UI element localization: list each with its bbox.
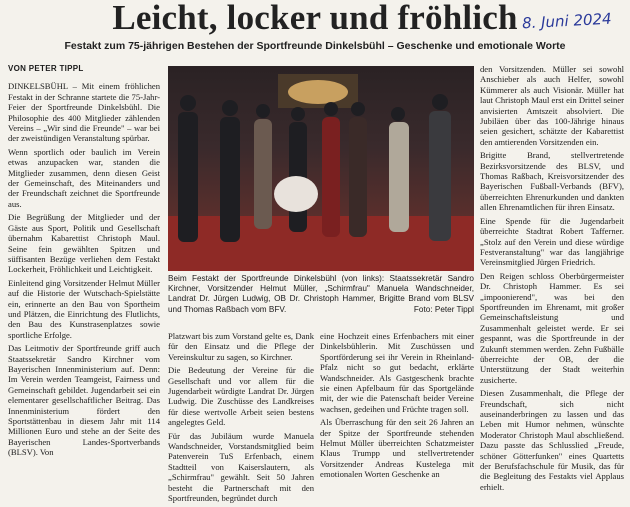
paragraph: Eine Spende für die Jugendarbeit überreichte Stadtrat Robert Tafferner. „Stolz auf den Verein und diese würdige Festveranstaltung" war das langjährige Vereinsmitglied Jürgen Friedrich.: [480, 215, 624, 268]
paragraph: Den Reigen schloss Oberbürgermeister Dr. Christoph Hammer. Es sei „impoonierend", was bei den Sportfreunden im Ehrenamt, mit großer Gemeinschaftsleistung und Zusammenhalt geleistet werde. Er sei gespannt, was die Sportfreunde in der Zukunft stemmen werden. Zehn Fußbälle überreichte der OB, der die Unterstützung der Stadt weiterhin zusicherte.: [480, 270, 624, 385]
column-left: [8, 64, 160, 461]
paragraph: Wenn sportlich oder baulich im Verein etwas anzupacken war, standen die Mitglieder zusammen, denn diesen Geist der Gemeinschaft, des Miteinanders und der Freundschaft zeichnet die Sportfreunde aus.: [8, 146, 160, 209]
gift-bouquet: [274, 176, 318, 212]
paragraph: Das Leitmotiv der Sportfreunde griff auch Staatssekretär Sandro Kirchner vom Bayerischen Innenministerium auf. Denn: Im Verein werden Teamgeist, Fairness und Gemeinschaft gebildet. Jugendarbeit sei ein elementarer gesellschaftlicher Beitrag. Das Innenministerium fördert den Sportstättenbau in diesem Jahr mit 114 Millionen Euro und stehe an der Seite des Bayerischen Landes-Sportverbands (BLSV). Von: [8, 343, 160, 458]
byline: VON PETER TIPPL: [8, 64, 84, 73]
paragraph: Für das Jubiläum wurde Manuela Wandschneider, Vorstandsmitglied beim Patenverein TuS Erfenbach, einem Stadtteil von Kaiserslautern, als „Schirmfrau" gewählt. Seit 50 Jahren besteht die Partnerschaft mit den Sportfreunden, begründet durch: [168, 430, 314, 504]
photo-caption: [168, 274, 474, 315]
paragraph: Einleitend ging Vorsitzender Helmut Müller auf die Historie der Wutschach-Spielstätte ein, erinnerte an den Bau von Sportheim und Plätzen, die Einrichtung des Flutlichts, den Bau des Kunstrasenplatzes sowie sportliche Erfolge.: [8, 277, 160, 340]
paragraph: DINKELSBÜHL – Mit einem fröhlichen Festakt in der Schranne startete die 75-Jahr-Feier der Sportfreunde Dinkelsbühl. Die Philosophie des 400 Mitglieder zählenden Vereins – „Wir sind die Freunde" – war bei der zweistündigen Veranstaltung spürbar.: [8, 81, 160, 144]
paragraph: Diesen Zusammenhalt, die Pflege der Freundschaft, sich nicht auseinanderbringen zu lassen und das Leben mit Humor nehmen, wünschte Moderator Christoph Maul abschließend. Dazu passte das Schlusslied „Freude, schöner Götterfunken" eines Quartetts der Berufsfachschule für Musik, das für die Begleitung des Festakts viel Applaus erhielt.: [480, 388, 624, 492]
paragraph: Die Begrüßung der Mitglieder und der Gäste aus Sport, Politik und Gesellschaft übernahm Kabarettist Christoph Maul. Seine fein gewählten Spitzen und süffisanten Bezüge verliehen dem Festakt Lockerheit, Fröhlichkeit und Leichtigkeit.: [8, 212, 160, 275]
stage-emblem: [288, 80, 348, 104]
paragraph: Brigitte Brand, stellvertretende Bezirksvorsitzende des BLSV, und Thomas Raßbach, Kreisvorsitzender des Bayerischen Fußball-Verbands (BFV), überreichten Ehrenurkunden und dankten allen Ehrenamtlichen für ihren Einsatz.: [480, 150, 624, 213]
photo-credit: Foto: Peter Tippl: [413, 304, 474, 314]
paragraph: den Vorsitzenden. Müller sei sowohl Anschieber als auch Helfer, sowohl Kümmerer als auch Visionär. Müller hat laut Christoph Maul erst ein Drittel seiner anvisierten Amtszeit absolviert. Die Jubiläen über das 100-Jährige hinaus seien gesichert, schätzte der Kabarettist den amtierenden Vorsitzenden ein.: [480, 64, 624, 147]
column-right: [480, 64, 624, 495]
headline: Leicht, locker und fröhlich: [112, 0, 518, 37]
subheadline: Festakt zum 75-jährigen Bestehen der Sportfreunde Dinkelsbühl – Geschenke und emotionale Worte: [64, 40, 566, 52]
column-middle-2: [320, 331, 474, 483]
paragraph: Die Bedeutung der Vereine für die Gesellschaft und vor allem für die Jugendarbeit würdigte Landrat Dr. Jürgen Ludwig. Die Zuschüsse des Landkreises für diese wertvolle Arbeit seien bestens angelegtes Geld.: [168, 365, 314, 428]
paragraph: Als Überraschung für den seit 26 Jahren an der Spitze der Sportfreunde stehenden Helmut Müller überreichten Schatzmeister Klaus Trumpp und stellvertretender Vorsitzender Andreas Kustelega mit emotionalen Worten Geschenke an: [320, 417, 474, 480]
group-photo-illustration: [168, 66, 474, 271]
handwritten-date: 8. Juni 2024: [521, 9, 613, 33]
stage-floor: [168, 216, 474, 271]
paragraph: eine Hochzeit eines Erfenbachers mit einer Dinkelsbühlerin. Mit Zuschüssen und Sportförderung sei ihr Verein in Rheinland-Pfalz nicht so gut bedacht, erklärte Wandschneider. Als Gastgeschenk brachte sie einen Apfelbaum für das Sportgelände mit, der wie die Patenschaft beider Vereine wachsen, gedeihen und Früchte tragen soll.: [320, 331, 474, 414]
group-photo: [168, 66, 474, 271]
paragraph: Platzwart bis zum Vorstand gelte es, Dank für den Einsatz und die Pflege der Vereinskultur zu sagen, so Kirchner.: [168, 331, 314, 362]
caption-text: Beim Festakt der Sportfreunde Dinkelsbühl (von links): Staatssekretär Sandro Kirchner, Vorsitzender Helmut Müller, „Schirmfrau" Manuela Wandschneider, Landrat Dr. Jürgen Ludwig, OB Dr. Christoph Hammer, Brigitte Brand vom BLSV und Thomas Raßbach vom BFV.: [168, 274, 474, 314]
column-middle-1: [168, 331, 314, 507]
